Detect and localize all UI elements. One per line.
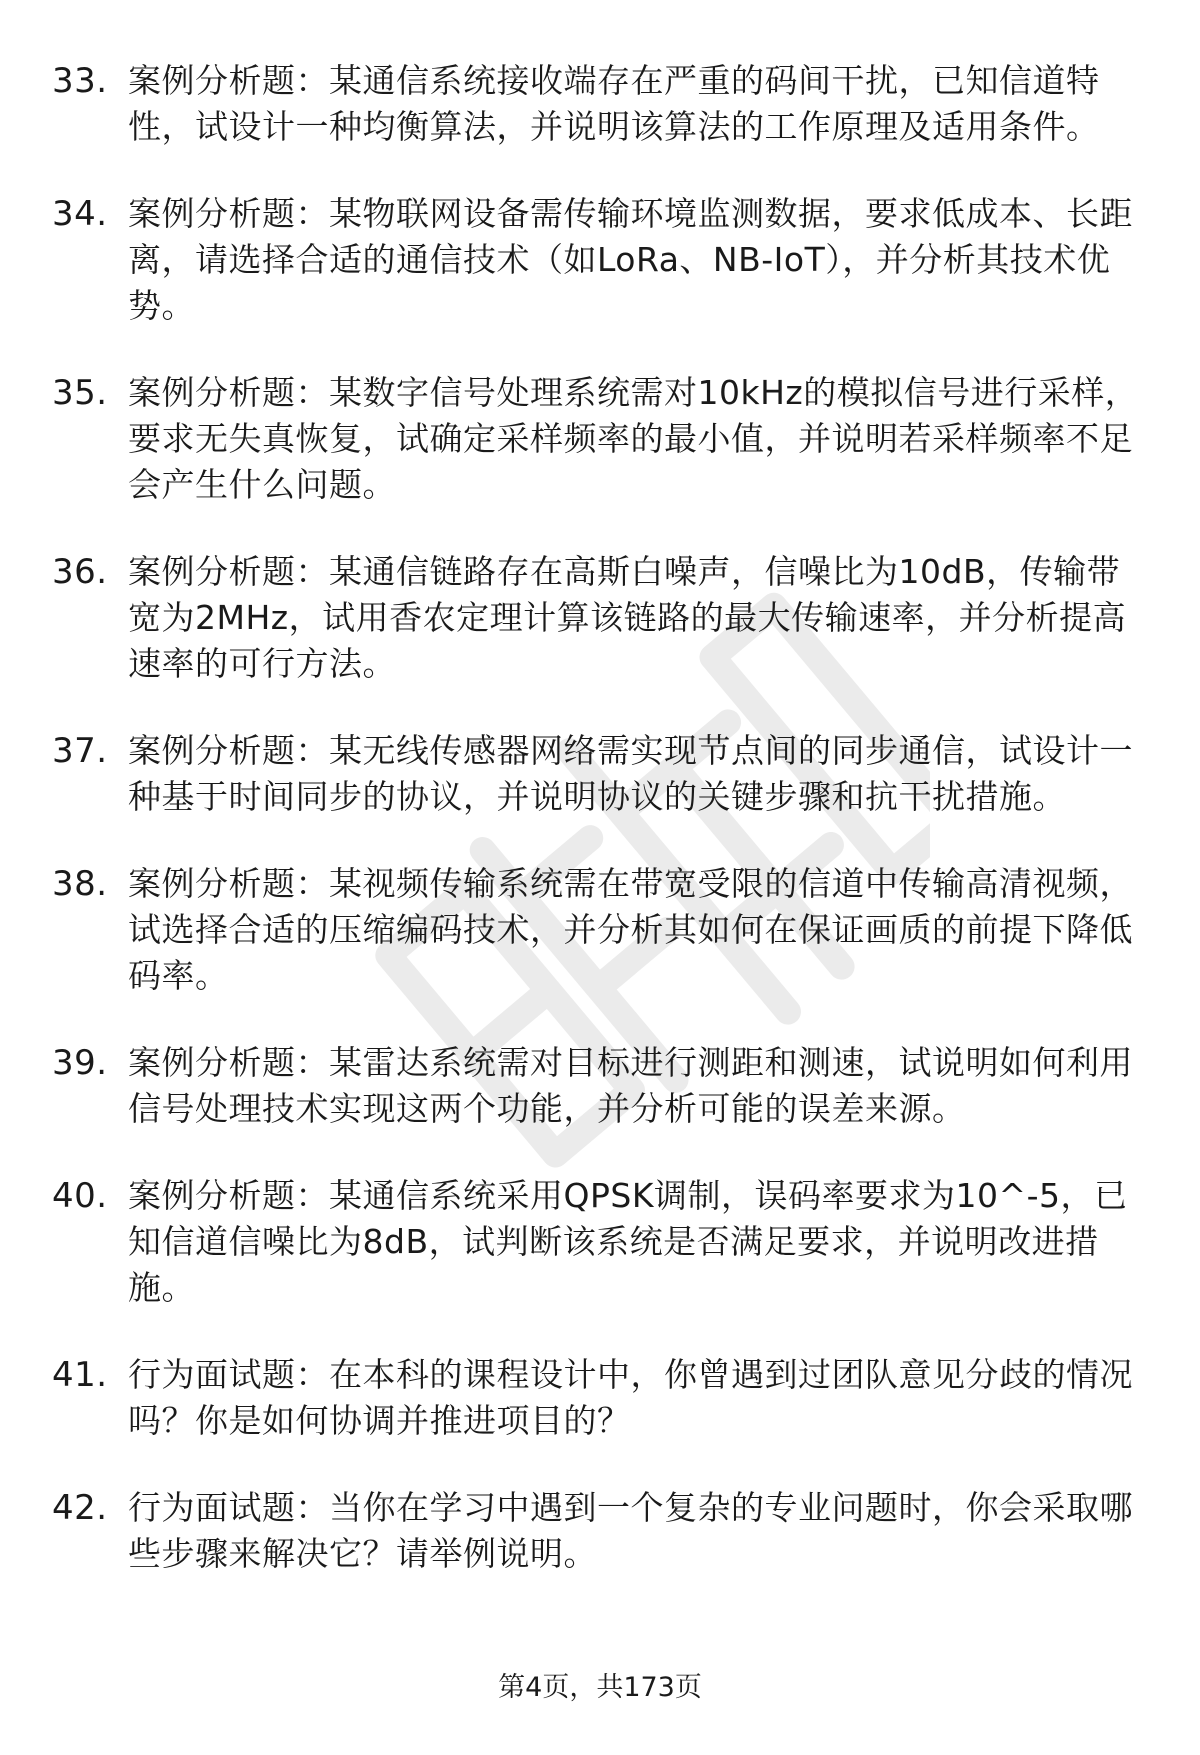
question-text: 行为面试题：当你在学习中遇到一个复杂的专业问题时，你会采取哪些步骤来解决它？请举例说明。 <box>128 1488 1133 1573</box>
question-item <box>52 1485 1152 1577</box>
question-item <box>52 370 1152 508</box>
question-text: 案例分析题：某通信系统接收端存在严重的码间干扰，已知信道特性，试设计一种均衡算法，并说明该算法的工作原理及适用条件。 <box>128 61 1100 146</box>
question-number: 33. <box>52 61 108 101</box>
question-item <box>52 1040 1152 1132</box>
question-number: 40. <box>52 1176 108 1216</box>
question-number: 34. <box>52 194 108 234</box>
question-list <box>52 58 1152 1618</box>
question-text: 案例分析题：某数字信号处理系统需对10kHz的模拟信号进行采样，要求无失真恢复，试确定采样频率的最小值，并说明若采样频率不足会产生什么问题。 <box>128 373 1139 504</box>
question-text: 案例分析题：某物联网设备需传输环境监测数据，要求低成本、长距离，请选择合适的通信技术（如LoRa、NB-IoT），并分析其技术优势。 <box>128 194 1133 325</box>
question-text: 案例分析题：某通信链路存在高斯白噪声，信噪比为10dB，传输带宽为2MHz，试用香农定理计算该链路的最大传输速率，并分析提高速率的可行方法。 <box>128 552 1127 683</box>
question-item <box>52 1173 1152 1311</box>
question-item <box>52 549 1152 687</box>
question-text: 案例分析题：某通信系统采用QPSK调制，误码率要求为10^-5，已知信道信噪比为8dB，试判断该系统是否满足要求，并说明改进措施。 <box>128 1176 1128 1307</box>
question-number: 37. <box>52 731 108 771</box>
question-number: 35. <box>52 373 108 413</box>
question-item <box>52 728 1152 820</box>
question-text: 行为面试题：在本科的课程设计中，你曾遇到过团队意见分歧的情况吗？你是如何协调并推进项目的？ <box>128 1355 1133 1440</box>
question-item <box>52 1352 1152 1444</box>
question-number: 38. <box>52 864 108 904</box>
question-number: 42. <box>52 1488 108 1528</box>
question-number: 39. <box>52 1043 108 1083</box>
question-text: 案例分析题：某无线传感器网络需实现节点间的同步通信，试设计一种基于时间同步的协议，并说明协议的关键步骤和抗干扰措施。 <box>128 731 1133 816</box>
question-text: 案例分析题：某视频传输系统需在带宽受限的信道中传输高清视频，试选择合适的压缩编码技术，并分析其如何在保证画质的前提下降低码率。 <box>128 864 1133 995</box>
question-item <box>52 191 1152 329</box>
question-text: 案例分析题：某雷达系统需对目标进行测距和测速，试说明如何利用信号处理技术实现这两个功能，并分析可能的误差来源。 <box>128 1043 1133 1128</box>
question-item <box>52 861 1152 999</box>
question-item <box>52 58 1152 150</box>
page-footer: 第4页，共173页 <box>498 1672 702 1703</box>
question-number: 36. <box>52 552 108 592</box>
question-number: 41. <box>52 1355 108 1395</box>
